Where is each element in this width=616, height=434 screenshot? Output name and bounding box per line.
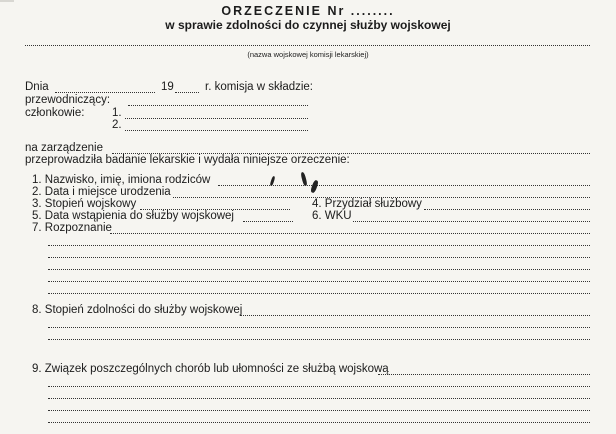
- chair-field[interactable]: [128, 105, 308, 106]
- field-1-input[interactable]: [218, 185, 590, 186]
- field-3-label: 3. Stopień wojskowy: [32, 198, 137, 210]
- date-label: Dnia: [25, 81, 49, 93]
- field-9-line[interactable]: [48, 398, 590, 399]
- field-2-label: 2. Data i miejsce urodzenia: [32, 186, 171, 198]
- statement-text: przeprowadziła badanie lekarskie i wydała niniejsze orzeczenie:: [25, 154, 350, 166]
- field-5-input[interactable]: [243, 221, 293, 222]
- field-9-line[interactable]: [48, 422, 590, 423]
- field-8-input[interactable]: [240, 315, 590, 316]
- field-5-label: 5. Data wstąpienia do służby wojskowej: [32, 210, 234, 222]
- field-8-label: 8. Stopień zdolności do służby wojskowej: [32, 304, 243, 316]
- members-label: członkowie:: [25, 107, 85, 119]
- field-1-label: 1. Nazwisko, imię, imiona rodziców: [32, 174, 211, 186]
- form-subtitle: w sprawie zdolności do czynnej służby wojskowej: [165, 18, 451, 32]
- scan-edge-mark: [0, 0, 14, 2]
- field-4-input[interactable]: [424, 209, 590, 210]
- date-field[interactable]: [55, 92, 155, 93]
- field-7-input[interactable]: [110, 233, 590, 234]
- field-8-line[interactable]: [48, 339, 590, 340]
- field-7-label: 7. Rozpoznanie: [32, 222, 112, 234]
- commission-caption: (nazwa wojskowej komisji lekarskiej): [247, 50, 369, 59]
- commission-name-line[interactable]: [25, 45, 590, 46]
- field-9-line[interactable]: [48, 386, 590, 387]
- commission-composition-label: r. komisja w składzie:: [205, 81, 314, 93]
- member-1-number: 1.: [112, 107, 122, 119]
- year-label: 19: [161, 81, 174, 93]
- field-7-line[interactable]: [48, 281, 590, 282]
- form-title: ORZECZENIE Nr ........: [221, 4, 395, 18]
- chair-label: przewodniczący:: [25, 94, 111, 106]
- ink-mark: [310, 180, 319, 194]
- field-8-line[interactable]: [48, 327, 590, 328]
- member-1-field[interactable]: [125, 118, 308, 119]
- member-2-number: 2.: [112, 119, 122, 131]
- field-7-line[interactable]: [48, 245, 590, 246]
- field-7-line[interactable]: [48, 293, 590, 294]
- field-6-label: 6. WKU: [312, 210, 352, 222]
- field-9-label: 9. Związek poszczególnych chorób lub ułomności ze służbą wojskową: [32, 363, 389, 375]
- year-field[interactable]: [175, 92, 199, 93]
- field-9-input[interactable]: [378, 374, 590, 375]
- field-7-line[interactable]: [48, 257, 590, 258]
- field-6-input[interactable]: [353, 221, 590, 222]
- field-7-line[interactable]: [48, 269, 590, 270]
- field-4-label: 4. Przydział służbowy: [312, 198, 422, 210]
- member-2-field[interactable]: [125, 130, 308, 131]
- order-label: na zarządzenie: [25, 142, 103, 154]
- field-9-line[interactable]: [48, 410, 590, 411]
